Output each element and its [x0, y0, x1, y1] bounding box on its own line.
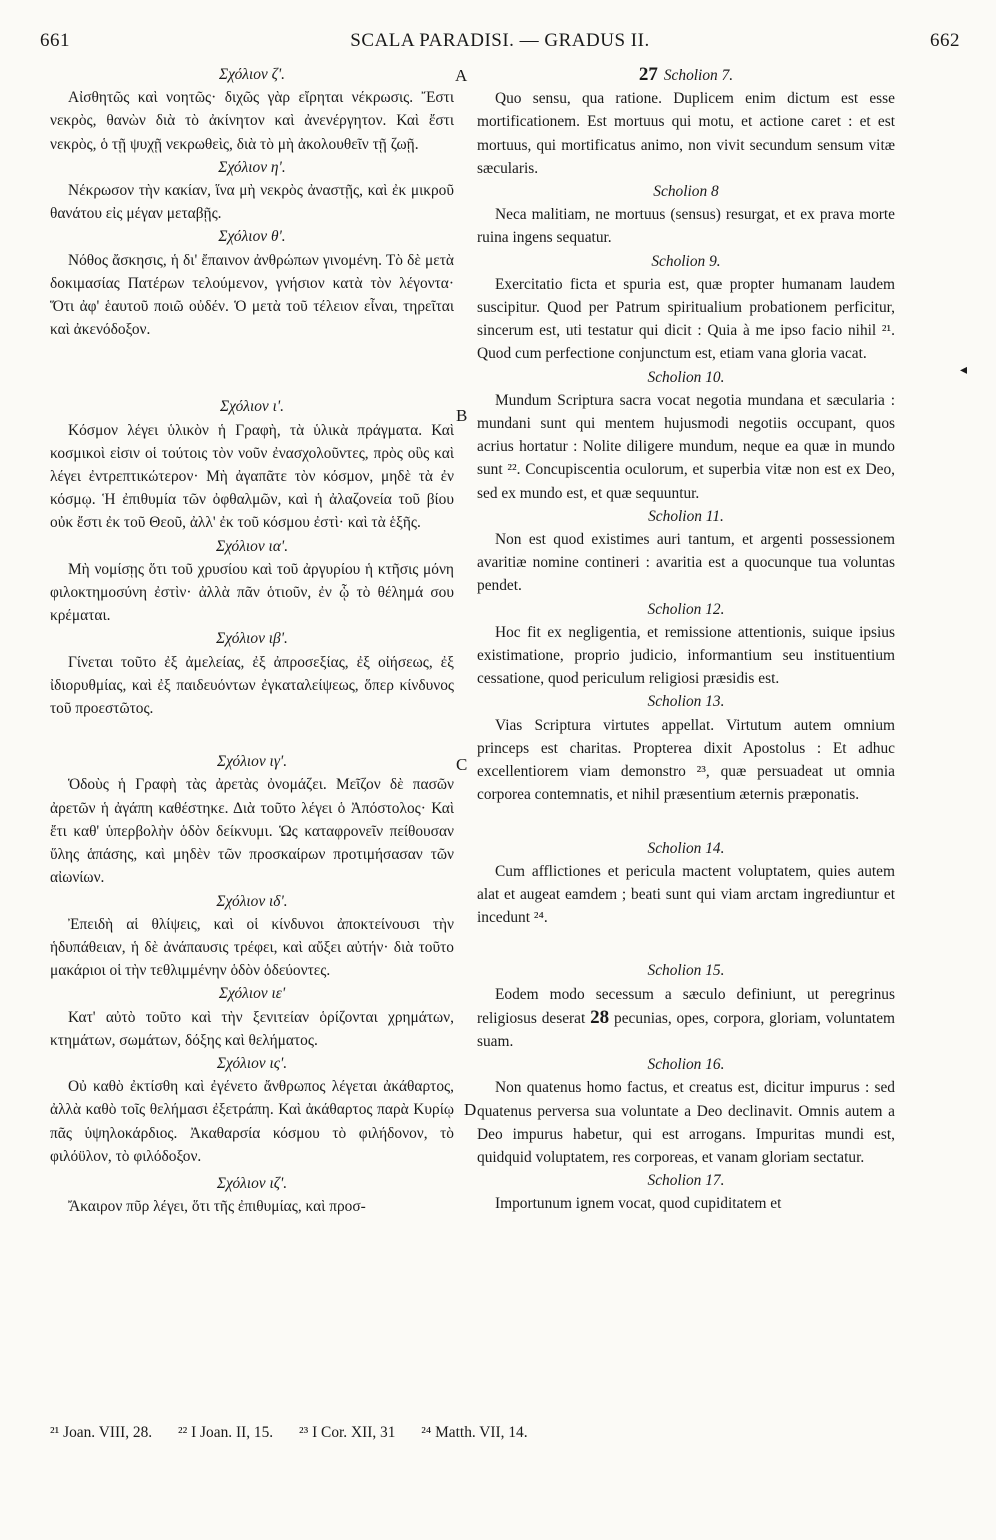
greek-scholion-heading: Σχόλιον η'. — [218, 158, 286, 176]
latin-scholion-heading — [477, 63, 895, 87]
latin-scholion-text: Importunum ignem vocat, quod cupiditatem et — [495, 1195, 782, 1213]
running-header — [40, 30, 960, 60]
greek-scholion-heading: Σχόλιον ις'. — [216, 1054, 288, 1072]
greek-scholion-heading: Σχόλιον ια'. — [215, 537, 289, 555]
latin-scholion-heading: Scholion 13. — [647, 693, 725, 711]
latin-scholion-text-part: Eodem modo secessum a sæculo definiunt, ut peregrinus religiosus deserat — [477, 985, 895, 1027]
latin-scholion-heading: Scholion 10. — [647, 368, 725, 386]
latin-scholion-heading: Scholion 9. — [651, 252, 721, 270]
greek-scholion-text: Οὐ καθὸ ἐκτίσθη καὶ ἐγένετο ἄνθρωπος λέγεται ἀκάθαρτος, ἀλλὰ καθὸ τοῖς θελήμασι ἐξετράπη. Καὶ ἀκάθαρτος παρὰ Κυρίῳ πᾶς ὑψηλοκάρδιος. Ἀκαθαρσία κόσμου τὸ φιλήδονον, τὸ φιλόϋλον, τὸ φιλόδοξον. — [50, 1078, 454, 1165]
greek-scholion-text: Κόσμον λέγει ὑλικὸν ἡ Γραφὴ, τὰ ὑλικὰ πράγματα. Καὶ κοσμικοὶ εἰσιν οἱ τούτοις τὸν νοῦν ἐνασχολοῦντες, πρὸς οὓς καὶ λέγει ἐντρεπτικώτερον· Μὴ ἀγαπᾶτε τὸν κόσμον, μηδὲ τὰ ἐν κόσμῳ. Ἡ ἐπιθυμία τῶν ὀφθαλμῶν, καὶ ἡ ἀλαζονεία τοῦ βίου οὐκ ἔστι ἐκ τοῦ Θεοῦ, ἀλλ' ἐκ τοῦ κόσμου ἐστὶ· καὶ τὰ ἑξῆς. — [50, 421, 454, 532]
greek-scholion-text: Κατ' αὐτὸ τοῦτο καὶ τὴν ξενιτείαν ὁρίζονται χρημάτων, κτημάτων, σωμάτων, δόξης καὶ θελήματος. — [50, 1008, 454, 1049]
latin-scholion-text — [477, 983, 895, 1054]
latin-scholion-heading: Scholion 17. — [647, 1172, 725, 1190]
greek-scholion-heading: Σχόλιον θ'. — [218, 228, 286, 246]
greek-scholion-text: Γίνεται τοῦτο ἐξ ἀμελείας, ἐξ ἀπροσεξίας, ἐξ οἰήσεως, ἐξ ἰδιορυθμίας, καὶ ἐξ παιδευόντων ἐγκαταλείψεως, ὅπερ κίνδυνος τοῦ προεστῶτος. — [50, 653, 454, 718]
latin-scholion-heading: Scholion 12. — [647, 600, 725, 618]
latin-scholion-heading: Scholion 8 — [653, 183, 719, 201]
greek-scholion-heading: Σχόλιον ι'. — [219, 398, 285, 416]
greek-scholion-text: Ἄκαιρον πῦρ λέγει, ὅτι τῆς ἐπιθυμίας, καὶ προσ- — [68, 1198, 366, 1216]
latin-scholion-text: Vias Scriptura virtutes appellat. Virtutum autem omnium princeps est charitas. Propterea dixit Apostolus : Et adhuc excellentiorem viam demonstro ²³, quæ persuadeat ut omnia corporea contemnatis, et nihil præsentium æternis præponatis. — [477, 716, 895, 804]
greek-column — [50, 63, 454, 1218]
latin-scholion-text: Hoc fit ex negligentia, et remissione attentionis, suique ipsius existimatione, proprio judicio, informantium seu instituentium cessatione, quod periculum religiosi præsidis est. — [477, 623, 895, 688]
ink-speck-icon: ◂ — [960, 363, 968, 378]
greek-scholion-heading: Σχόλιον ζ'. — [219, 66, 285, 83]
latin-scholion-text: Non est quod existimes auri tantum, et argenti possessionem avaritiæ nomine contineri : avaritia est a quocunque tua voluntas pendet. — [477, 531, 895, 595]
greek-scholion-text: Νόθος ἄσκησις, ἡ δι' ἔπαινον ἀνθρώπων γινομένη. Τὸ δὲ μετὰ δοκιμασίας Πατέρων τελούμενον, γνήσιον κατὰ τὸν λέγοντα· Ὅτι ἀφ' ἑαυτοῦ ποιῶ οὐδέν. Ὁ μετὰ τοῦ τέλειον εἶναι, τηρεῖται καὶ ἀκενόδοξον. — [50, 251, 454, 339]
greek-scholion-text: Ἐπειδὴ αἱ θλίψεις, καὶ οἱ κίνδυνοι ἀποκτείνουσι τὴν ἡδυπάθειαν, ἡ δὲ ἀνάπαυσις τρέφει, καὶ αὔξει αὐτήν· διὰ τοῦτο μακάριοι οἱ τὴν τεθλιμμένην ὁδὸν ὁδεύοντες. — [50, 915, 454, 980]
column-number-28: 28 — [590, 1006, 610, 1028]
latin-scholion-text: Non quatenus homo factus, et creatus est, dicitur impurus : sed quatenus perversa sua voluntate a Deo declinavit. Omnis autem a Deo impurus habetur, qui est arrogans. Impuritas mundi est, quidquid voluptatem, res corporeas, et vanam gloriam sectatur. — [477, 1079, 895, 1166]
greek-scholion-heading: Σχόλιον ιγ'. — [216, 753, 288, 771]
latin-scholion-heading: Scholion 14. — [647, 839, 725, 857]
latin-scholion-text: Neca malitiam, ne mortuus (sensus) resurgat, et ex prava morte ruina ingens sequatur. — [477, 206, 895, 247]
latin-scholion-text: Quo sensu, qua ratione. Duplicem enim dictum est esse mortificationem. Est mortuus qui motu, et actione caret : et est mortuus, qui mortificatus animo, non vivit secundum sensum vitæ sæcularis. — [477, 90, 895, 177]
margin-marker-d: D — [464, 1100, 477, 1119]
page-number-left: 661 — [40, 30, 70, 51]
latin-scholion-heading: Scholion 11. — [648, 507, 724, 525]
margin-marker-b: B — [456, 406, 468, 425]
margin-marker-a: A — [455, 66, 468, 85]
footnote-24: ²⁴ Matth. VII, 14. — [421, 1424, 528, 1441]
latin-scholion-text-part: pecunias, opes, corpora, gloriam, voluntatem suam. — [477, 1009, 895, 1050]
greek-scholion-text: Ὁδοὺς ἡ Γραφὴ τὰς ἀρετὰς ὀνομάζει. Μεῖζον δὲ πασῶν ἀρετῶν ἡ ἀγάπη καθέστηκε. Διὰ τοῦτο λέγει ὁ Ἀπόστολος· Καὶ ἔτι καθ' ὑπερβολὴν ὁδὸν δείκνυμι. Ὡς καταφρονεῖν πείθουσαν ὕλης ἁπάσης, καὶ μηδὲν τῶν προσκαίρων προτιμήσασαν τῶν αἰωνίων. — [50, 776, 454, 887]
latin-scholion-heading: Scholion 16. — [647, 1056, 725, 1074]
latin-scholion-heading-text: Scholion 7. — [663, 67, 734, 84]
latin-scholion-text: Exercitatio ficta et spuria est, quæ propter humanam laudem suscipitur. Quod per Patrum spiritualium probationem perficitur, sincerum est, uti testatur qui dicit : Quia à me ipso facio nihil ²¹. Quod cum perfectione conjunctum est, etiam vana gloria vacat. — [477, 275, 895, 363]
greek-scholion-text: Μὴ νομίσῃς ὅτι τοῦ χρυσίου καὶ τοῦ ἀργυρίου ἡ κτῆσις μόνη φιλοκτημοσύνη ἐστὶν· ἀλλὰ πᾶν ὁτιοῦν, ἐν ᾧ τὸ θέλημά σου κρέμαται. — [50, 560, 454, 625]
page-number-right: 662 — [930, 30, 960, 51]
greek-scholion-heading: Σχόλιον ιβ'. — [216, 630, 288, 648]
greek-scholion-heading: Σχόλιον ιδ'. — [216, 892, 288, 910]
footnote-23: ²³ I Cor. XII, 31 — [299, 1424, 396, 1441]
greek-scholion-heading: Σχόλιον ιζ'. — [216, 1174, 288, 1192]
footnotes — [50, 1424, 890, 1442]
column-number-27: 27 — [638, 64, 658, 85]
latin-column — [477, 63, 895, 1216]
running-title: SCALA PARADISI. — GRADUS II. — [350, 30, 650, 51]
latin-scholion-text: Cum afflictiones et pericula mactent voluptatem, quies autem alat et augeat eamdem ; beati sunt qui viam arctam ingrediuntur et incedunt ²⁴. — [477, 862, 895, 927]
margin-marker-c: C — [456, 755, 468, 774]
latin-scholion-text: Mundum Scriptura sacra vocat negotia mundana et sæcularia : mundani sunt qui mentem hujusmodi negotiis occupant, quos acrius hortatur : Nolite diligere mundum, neque ea quæ in mundo sunt ²². Concupiscentia oculorum, et superbia vitæ non est ex Deo, sed ex mundo est, et quæ sequuntur. — [477, 391, 895, 502]
latin-scholion-heading: Scholion 15. — [647, 962, 725, 980]
footnote-22: ²² I Joan. II, 15. — [178, 1424, 274, 1441]
greek-scholion-text: Νέκρωσον τὴν κακίαν, ἵνα μὴ νεκρὸς ἀναστῇς, καὶ ἐκ μικροῦ θανάτου εἰς μέγαν μεταβῇς. — [50, 182, 454, 223]
greek-scholion-heading: Σχόλιον ιε' — [218, 985, 286, 1003]
footnote-21: ²¹ Joan. VIII, 28. — [50, 1424, 153, 1441]
greek-scholion-text: Αἰσθητῶς καὶ νοητῶς· διχῶς γὰρ εἴρηται νέκρωσις. Ἔστι νεκρὸς, θανὼν διὰ τὸ ἀκίνητον καὶ ἀνενέργητον. Καὶ ἔστι νεκρὸς, ὁ τῇ ψυχῇ νεκρωθεὶς, διὰ τὸ μὴ ἀκολουθεῖν τῇ ζωῇ. — [50, 89, 454, 153]
